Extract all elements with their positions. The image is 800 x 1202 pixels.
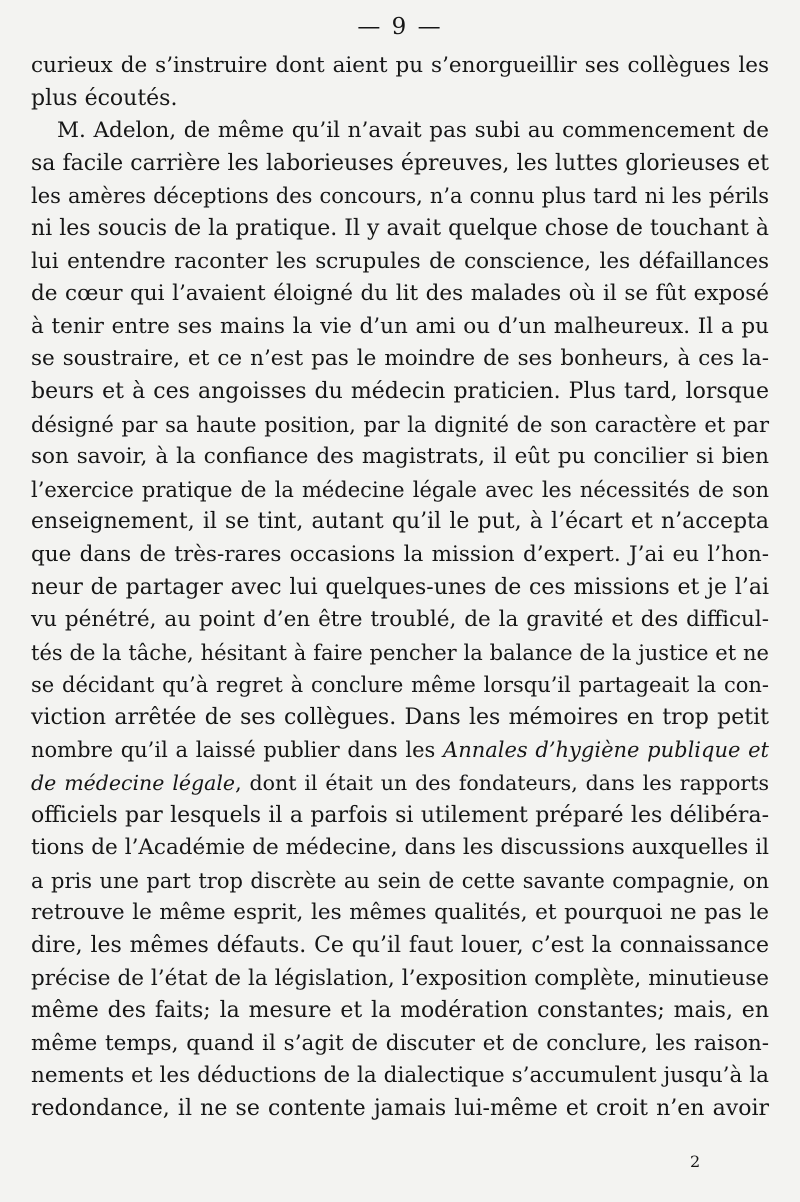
text-line <box>31 897 769 930</box>
text-line <box>31 506 769 539</box>
text-segment: les amères déceptions des concours, n’a connu plus tard ni les périls <box>31 184 769 209</box>
text-line <box>31 963 769 996</box>
text-segment: à tenir entre ses mains la vie d’un ami ou d’un malheureux. Il a pu <box>31 313 769 339</box>
italic-text-segment: de médecine légale <box>31 771 236 796</box>
text-segment: , dont il était un des fondateurs, dans les rapports <box>235 771 769 796</box>
text-line <box>31 376 769 409</box>
text-line <box>31 115 769 148</box>
text-segment: désigné par sa haute position, par la dignité de son caractère et par <box>31 412 769 437</box>
text-line <box>31 1028 769 1061</box>
text-segment: enseignement, il se tint, autant qu’il le put, à l’écart et n’accepta <box>31 509 769 535</box>
text-segment: même temps, quand il s’agit de discuter et de conclure, les raison- <box>31 1030 769 1056</box>
text-segment: tions de l’Académie de médecine, dans les discussions auxquelles il <box>31 835 769 861</box>
text-line <box>31 995 769 1028</box>
text-line <box>31 734 769 767</box>
text-line <box>31 767 769 800</box>
text-line <box>31 1093 769 1126</box>
text-line <box>31 930 769 963</box>
text-line <box>31 832 769 865</box>
text-segment: nombre qu’il a laissé publier dans les <box>31 738 444 763</box>
text-segment: tés de la tâche, hésitant à faire pencher la balance de la justice et ne <box>31 640 769 665</box>
text-line <box>31 474 769 507</box>
text-line <box>31 409 769 442</box>
text-segment: que dans de très-rares occasions la mission d’expert. J’ai eu l’hon- <box>31 541 769 567</box>
text-segment: officiels par lesquels il a parfois si utilement préparé les délibéra- <box>31 802 769 828</box>
text-line <box>31 311 769 344</box>
text-line <box>31 441 769 474</box>
body-text <box>31 50 769 1126</box>
text-segment: précise de l’état de la législation, l’exposition complète, minutieuse <box>31 965 769 991</box>
text-line <box>31 572 769 605</box>
text-line <box>31 800 769 833</box>
text-segment: viction arrêtée de ses collègues. Dans les mémoires en trop petit <box>31 704 769 730</box>
text-segment: neur de partager avec lui quelques-unes de ces missions et je l’ai <box>31 574 769 600</box>
text-segment: beurs et à ces angoisses du médecin praticien. Plus tard, lorsque <box>31 378 769 404</box>
page-number: — 9 — <box>357 14 443 40</box>
text-segment: même des faits; la mesure et la modération constantes; mais, en <box>31 998 769 1024</box>
text-segment: redondance, il ne se contente jamais lui-même et croit n’en avoir <box>31 1096 769 1121</box>
text-line <box>31 83 769 116</box>
text-segment: sa facile carrière les laborieuses épreuves, les luttes glorieuses et <box>31 150 769 176</box>
text-segment: a pris une part trop discrète au sein de cette savante compagnie, on <box>31 868 769 893</box>
text-segment: de cœur qui l’avaient éloigné du lit des malades où il se fût exposé <box>31 281 769 307</box>
text-line <box>31 637 769 670</box>
text-segment: l’exercice pratique de la médecine légale avec les nécessités de son <box>31 477 769 502</box>
italic-text-segment: Annales d’hygiène publique et <box>443 738 769 763</box>
text-line <box>31 1060 769 1093</box>
text-segment: son savoir, à la confiance des magistrats, il eût pu concilier si bien <box>31 444 769 470</box>
text-line <box>31 604 769 637</box>
text-segment: M. Adelon, de même qu’il n’avait pas subi au commencement de <box>57 118 769 144</box>
signature-mark: 2 <box>690 1152 701 1171</box>
text-segment: plus écoutés. <box>31 85 178 111</box>
text-segment: curieux de s’instruire dont aient pu s’enorgueillir ses collègues les <box>31 53 769 78</box>
text-line <box>31 343 769 376</box>
text-line <box>31 669 769 702</box>
text-segment: nements et les déductions de la dialectique s’accumulent jusqu’à la <box>31 1063 769 1089</box>
text-line <box>31 278 769 311</box>
text-segment: ni les soucis de la pratique. Il y avait quelque chose de touchant à <box>31 215 769 241</box>
text-line <box>31 539 769 572</box>
text-line <box>31 180 769 213</box>
text-segment: se décidant qu’à regret à conclure même lorsqu’il partageait la con- <box>31 673 769 698</box>
text-line <box>31 865 769 898</box>
text-line <box>31 50 769 83</box>
text-segment: dire, les mêmes défauts. Ce qu’il faut louer, c’est la connaissance <box>31 933 769 959</box>
text-segment: se soustraire, et ce n’est pas le moindre de ses bonheurs, à ces la- <box>31 346 769 372</box>
text-segment: lui entendre raconter les scrupules de conscience, les défaillances <box>31 248 769 274</box>
text-line <box>31 213 769 246</box>
text-line <box>31 246 769 279</box>
text-line <box>31 148 769 181</box>
text-segment: retrouve le même esprit, les mêmes qualités, et pourquoi ne pas le <box>31 900 769 926</box>
text-segment: vu pénétré, au point d’en être troublé, de la gravité et des difficul- <box>31 607 769 633</box>
text-line <box>31 702 769 735</box>
